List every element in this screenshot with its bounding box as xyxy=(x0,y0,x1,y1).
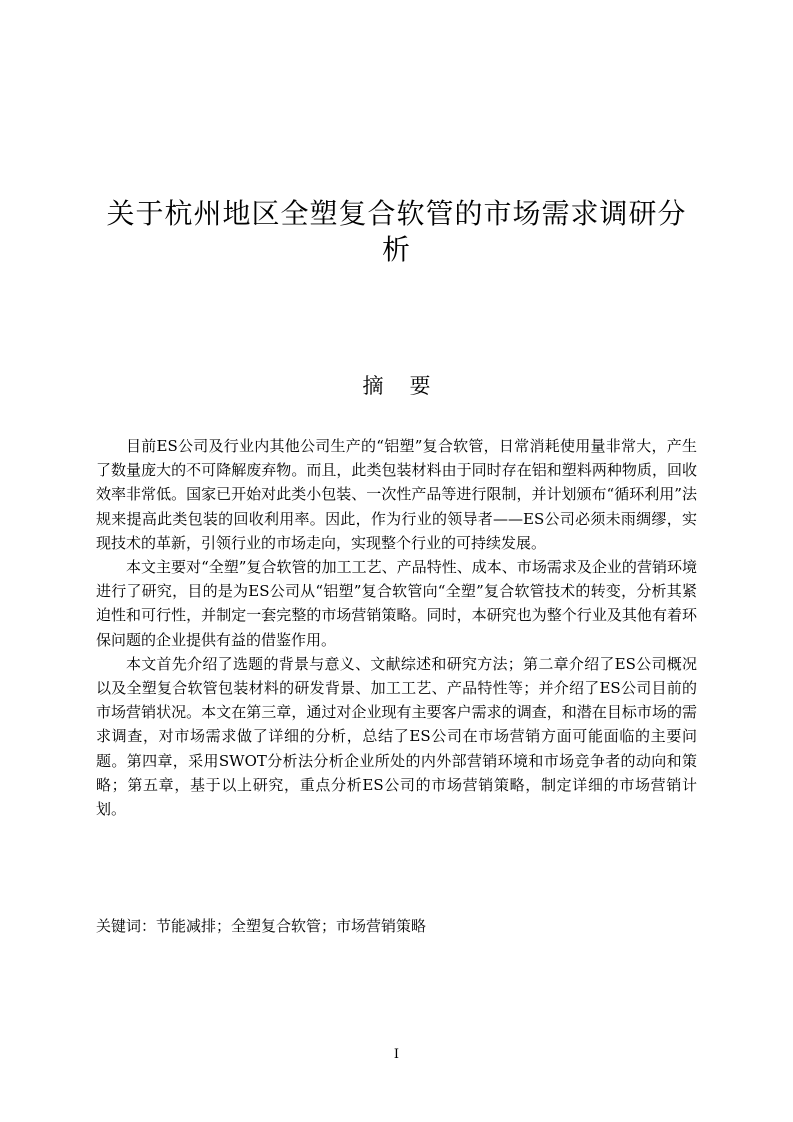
keywords-text: 节能减排；全塑复合软管；市场营销策略 xyxy=(156,917,427,935)
page-number: I xyxy=(393,1047,400,1062)
keywords-label: 关键词： xyxy=(96,917,157,935)
document-title: 关于杭州地区全塑复合软管的市场需求调研分析 xyxy=(106,197,687,266)
abstract-body xyxy=(96,434,697,821)
abstract-paragraph-1: 目前ES公司及行业内其他公司生产的“铝塑”复合软管，日常消耗使用量非常大，产生了数量庞大的不可降解废弃物。而且，此类包装材料由于同时存在铝和塑料两种物质，回收效率非常低。国家已开始对此类小包装、一次性产品等进行限制，并计划颁布“循环利用”法规来提高此类包装的回收利用率。因此，作为行业的领导者——ES公司必须未雨绸缪，实现技术的革新，引领行业的市场走向，实现整个行业的可持续发展。 xyxy=(96,437,697,552)
abstract-paragraph-3: 本文首先介绍了选题的背景与意义、文献综述和研究方法；第二章介绍了ES公司概况以及全塑复合软管包装材料的研发背景、加工工艺、产品特性等；并介绍了ES公司目前的市场营销状况。本文在第三章，通过对企业现有主要客户需求的调查，和潜在目标市场的需求调查，对市场需求做了详细的分析，总结了ES公司在市场营销方面可能面临的主要问题。第四章，采用SWOT分析法分析企业所处的内外部营销环境和市场竞争者的动向和策略；第五章，基于以上研究，重点分析ES公司的市场营销策略，制定详细的市场营销计划。 xyxy=(96,654,697,819)
abstract-heading: 摘要 xyxy=(362,374,457,398)
keywords-line xyxy=(96,914,697,938)
abstract-paragraph-2: 本文主要对“全塑”复合软管的加工工艺、产品特性、成本、市场需求及企业的营销环境进行了研究，目的是为ES公司从“铝塑”复合软管向“全塑”复合软管技术的转变，分析其紧迫性和可行性，并制定一套完整的市场营销策略。同时，本研究也为整个行业及其他有着环保问题的企业提供有益的借鉴作用。 xyxy=(96,558,697,649)
